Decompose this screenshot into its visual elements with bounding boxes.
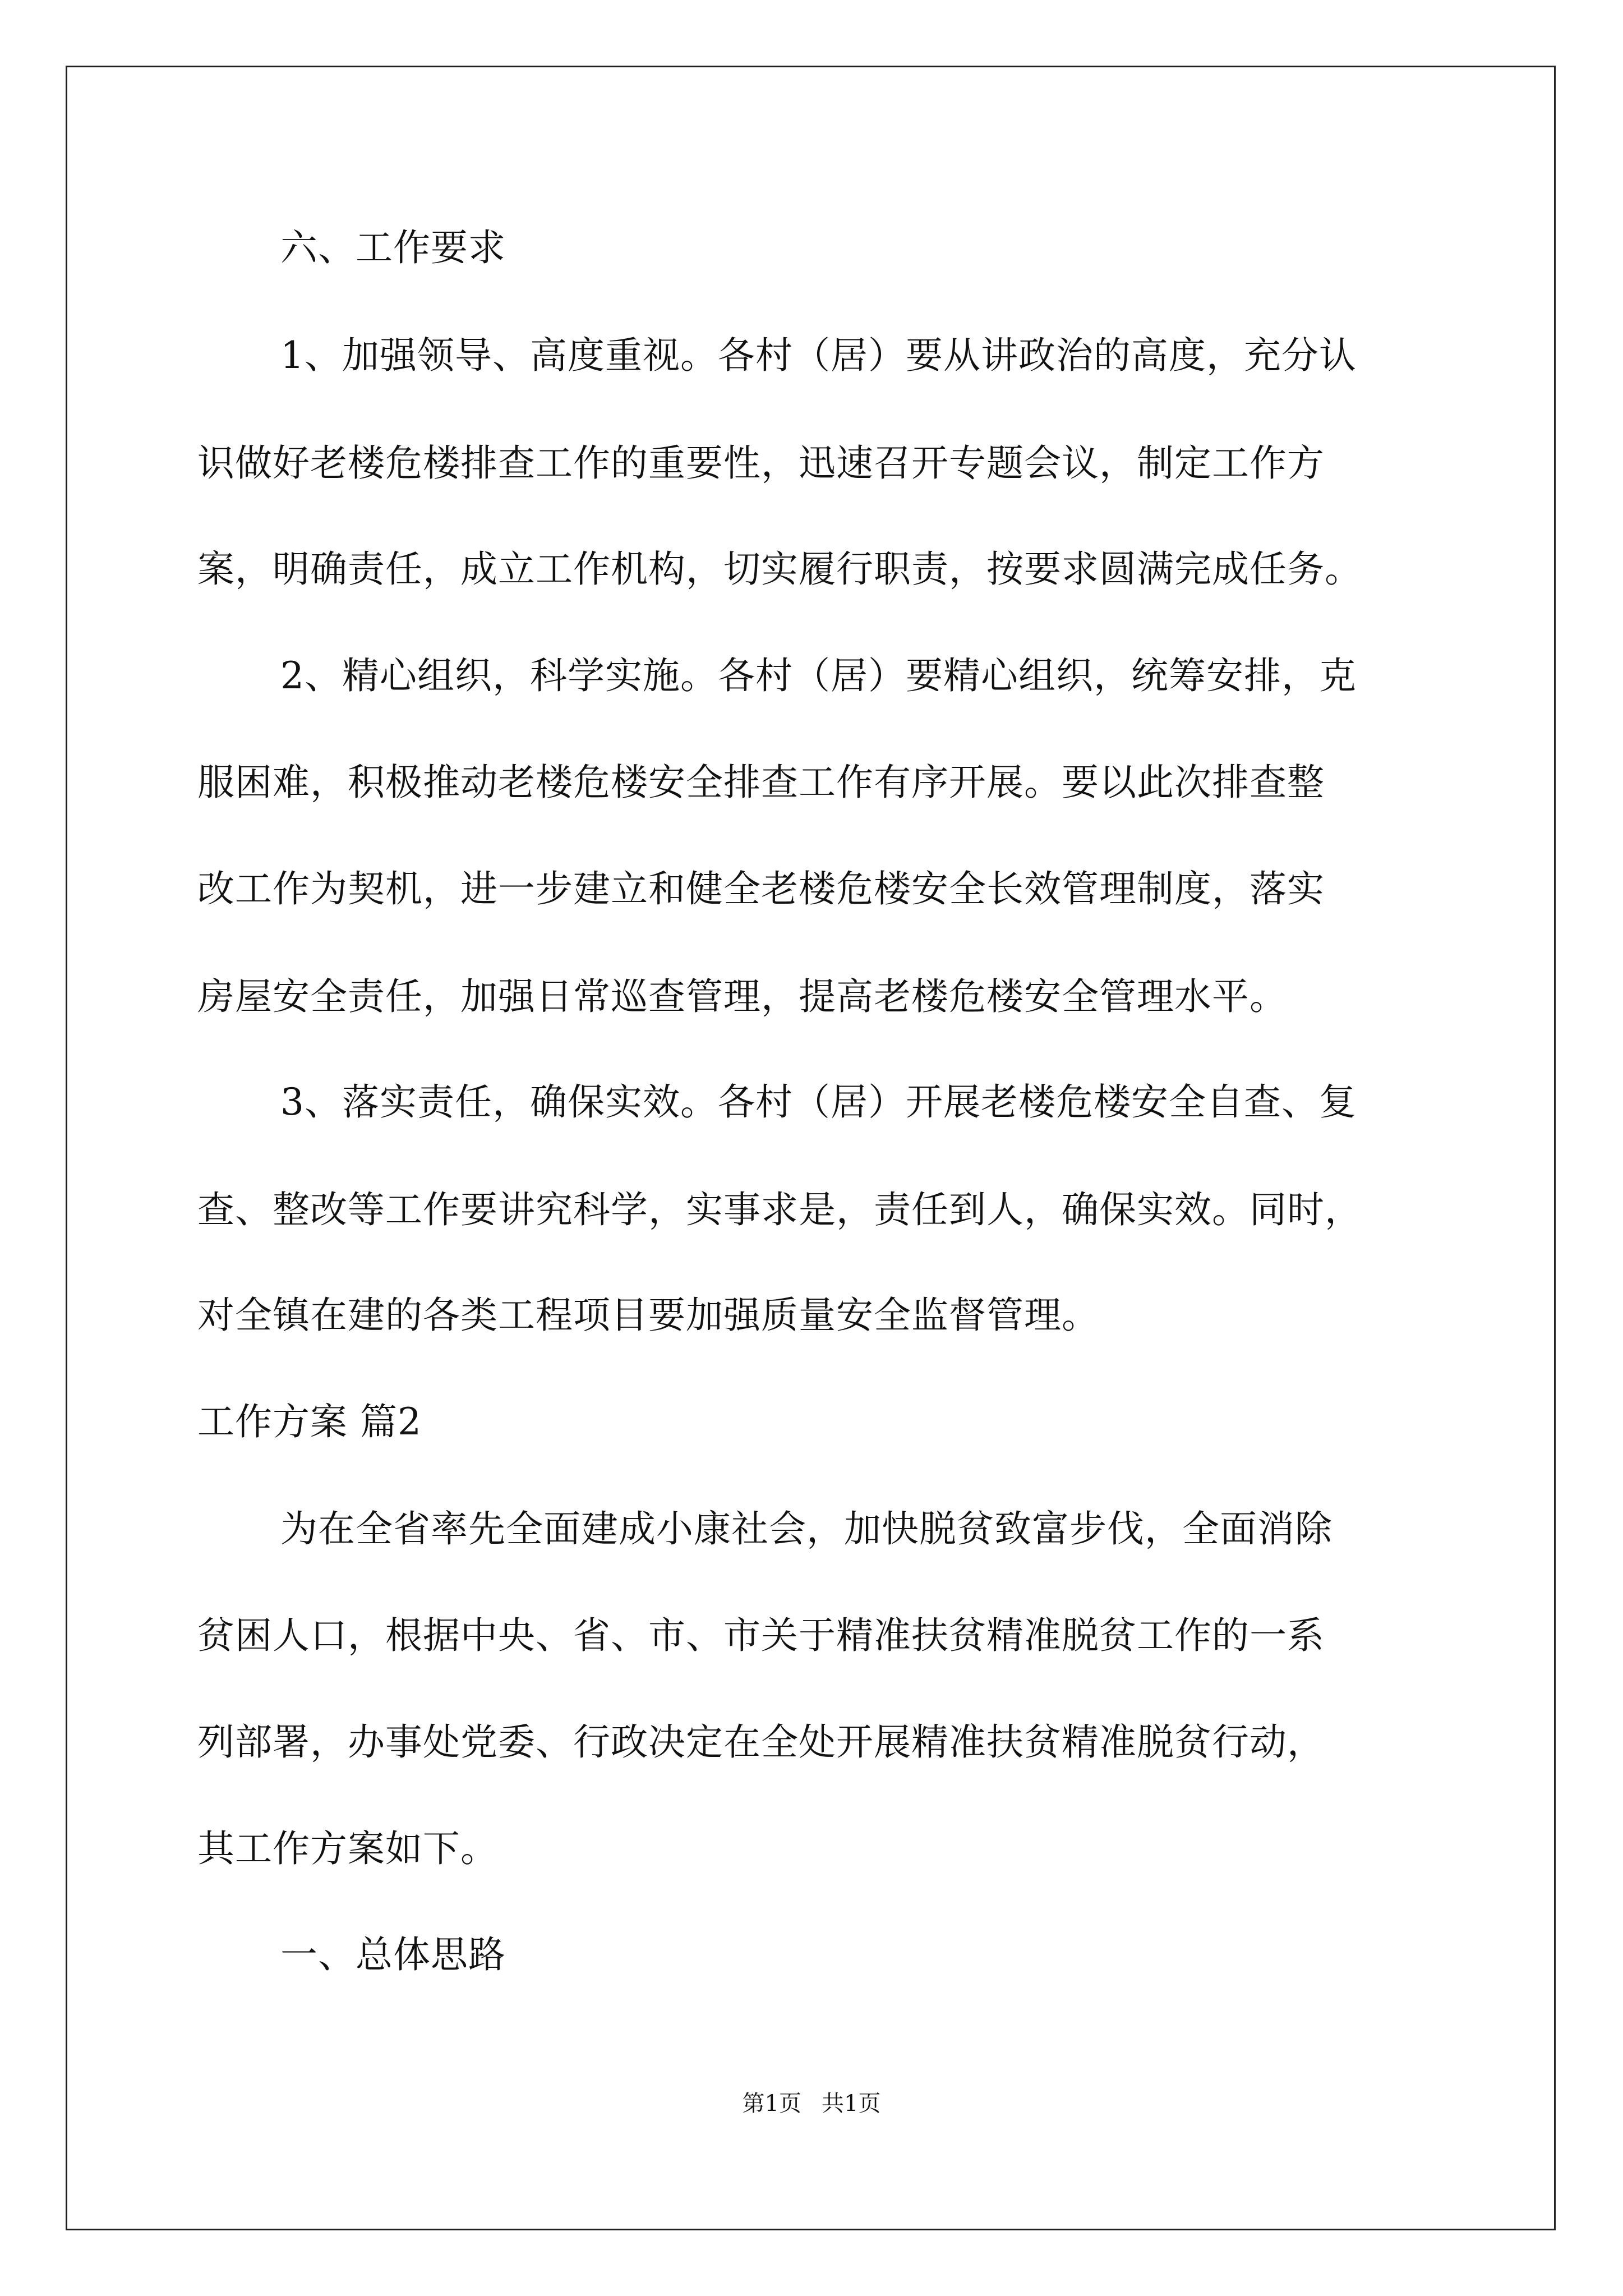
page-frame xyxy=(66,66,1556,2230)
paragraph-line: 查、整改等工作要讲究科学，实事求是，责任到人，确保实效。同时， xyxy=(197,1188,1362,1231)
paragraph-line: 识做好老楼危楼排查工作的重要性，迅速召开专题会议，制定工作方 xyxy=(197,441,1325,485)
page-footer xyxy=(0,2090,1623,2118)
page-number-current: 第1页 xyxy=(742,2091,801,2116)
paragraph-line: 为在全省率先全面建成小康社会，加快脱贫致富步伐，全面消除 xyxy=(280,1507,1332,1550)
paragraph-line: 贫困人口，根据中央、省、市、市关于精准扶贫精准脱贫工作的一系 xyxy=(197,1614,1325,1657)
page-number-total: 共1页 xyxy=(822,2091,881,2116)
paragraph-line: 对全镇在建的各类工程项目要加强质量安全监督管理。 xyxy=(197,1294,1099,1337)
paragraph-line: 2、精心组织，科学实施。各村（居）要精心组织，统筹安排，克 xyxy=(280,654,1357,697)
paragraph-line: 3、落实责任，确保实效。各村（居）开展老楼危楼安全自查、复 xyxy=(280,1080,1357,1124)
section-heading: 一、总体思路 xyxy=(280,1933,506,1976)
paragraph-line: 房屋安全责任，加强日常巡查管理，提高老楼危楼安全管理水平。 xyxy=(197,975,1287,1018)
paragraph-line: 改工作为契机，进一步建立和健全老楼危楼安全长效管理制度，落实 xyxy=(197,867,1325,910)
paragraph-line: 案，明确责任，成立工作机构，切实履行职责，按要求圆满完成任务。 xyxy=(197,547,1362,591)
paragraph-line: 1、加强领导、高度重视。各村（居）要从讲政治的高度，充分认 xyxy=(280,334,1357,377)
section-heading: 六、工作要求 xyxy=(280,226,506,269)
paragraph-line: 服困难，积极推动老楼危楼安全排查工作有序开展。要以此次排查整 xyxy=(197,761,1325,804)
paragraph-line: 其工作方案如下。 xyxy=(197,1827,498,1870)
article-subtitle: 工作方案 篇2 xyxy=(197,1400,422,1443)
paragraph-line: 列部署，办事处党委、行政决定在全处开展精准扶贫精准脱贫行动， xyxy=(197,1720,1325,1764)
